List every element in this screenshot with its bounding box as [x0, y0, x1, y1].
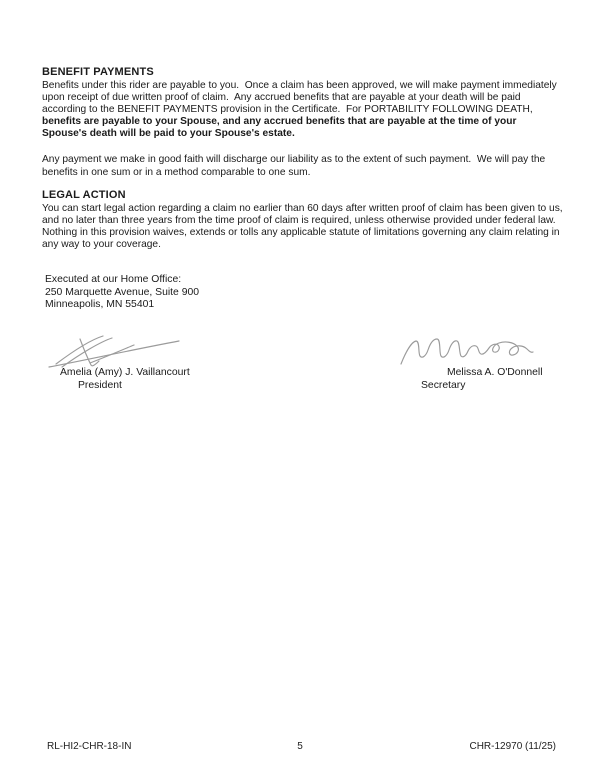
- president-name: Amelia (Amy) J. Vaillancourt: [60, 367, 190, 378]
- benefit-payments-paragraph-1: [42, 80, 563, 140]
- legal-action-heading: LEGAL ACTION: [42, 188, 126, 201]
- footer-document-code: CHR-12970 (11/25): [469, 741, 556, 752]
- secretary-title: Secretary: [421, 380, 466, 391]
- secretary-name: Melissa A. O'Donnell: [447, 367, 543, 378]
- benefit-payments-paragraph-2: Any payment we make in good faith will discharge our liability as to the extent of such payment. We will pay the benefits in one sum or in a method comparable to one sum.: [42, 154, 549, 178]
- footer-form-number: RL-HI2-CHR-18-IN: [47, 741, 132, 752]
- executed-home-office-line: Executed at our Home Office:: [45, 274, 182, 286]
- benefit-paragraph-normal-text: Benefits under this rider are payable to you. Once a claim has been approved, we will make payment immediately upon receipt of due written proof of claim. Any accrued benefits that are payable at your death will be paid according to the BENEFIT PAYMENTS provision in the Certificate. For PORTABILITY FOLLOWING DEATH,: [42, 80, 560, 116]
- footer-page-number: 5: [297, 741, 303, 752]
- benefit-paragraph-bold-text: benefits are payable to your Spouse, and any accrued benefits that are payable at the time of your Spouse's death will be paid to your Spouse's estate.: [42, 116, 520, 140]
- president-signature-image: [46, 333, 183, 371]
- legal-action-paragraph: You can start legal action regarding a claim no earlier than 60 days after written proof of claim has been given to us, and no later than three years from the time proof of claim is required, unless otherwise provided under federal law. Nothing in this provision waives, extends or tolls any applicable statute of limitations governing any claim relating in any way to your coverage.: [42, 202, 566, 250]
- executed-address-block: [42, 274, 563, 312]
- benefit-payments-heading: BENEFIT PAYMENTS: [42, 66, 154, 78]
- street-address-line: 250 Marquette Avenue, Suite 900: [45, 286, 200, 298]
- president-title: President: [78, 380, 122, 391]
- city-state-zip-line: Minneapolis, MN 55401: [45, 299, 155, 311]
- document-content: [42, 66, 566, 312]
- secretary-signature-image: [399, 334, 536, 366]
